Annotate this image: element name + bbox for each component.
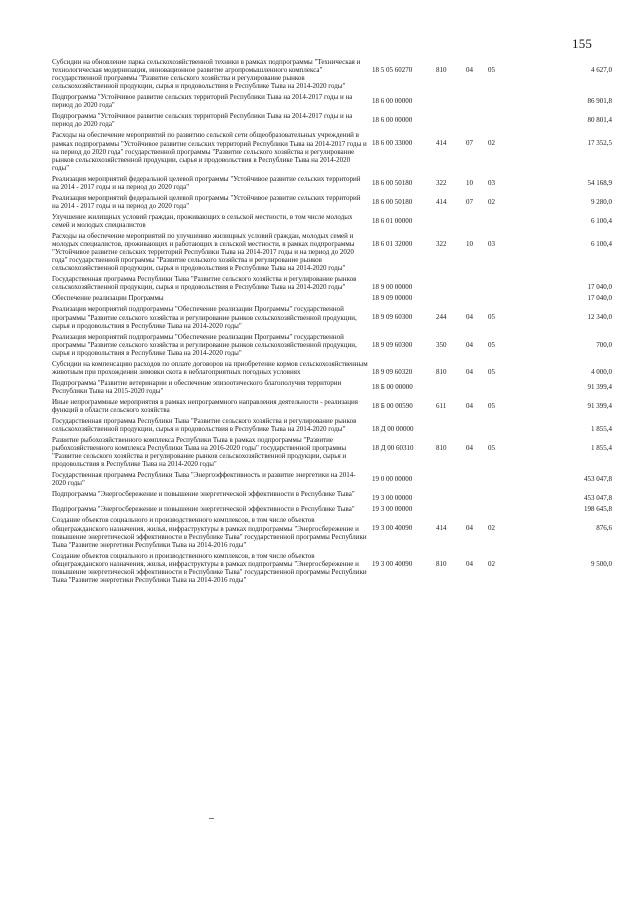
amount-cell: 6 100,4 <box>591 216 612 225</box>
target-article-code-cell: 18 9 00 00000 <box>372 283 413 292</box>
table-row <box>52 294 612 302</box>
subsection-code-cell: 03 <box>488 240 495 249</box>
section-code-cell <box>466 471 488 475</box>
expense-name-cell: Государственная программа Республики Тыва "Развитие сельского хозяйства и регулирование рынков сельскохозяйственной продукции, сырья и продовольствия в Республике Тыва на 2014-2020 годы" <box>52 417 357 434</box>
table-row <box>52 436 612 468</box>
target-article-code-cell: 18 6 00 50180 <box>372 197 413 206</box>
budget-table <box>52 58 612 587</box>
subsection-code-cell: 02 <box>488 559 495 568</box>
target-article-code-cell: 18 6 00 50180 <box>372 178 413 187</box>
section-code-cell <box>466 275 488 283</box>
subsection-code-cell <box>488 471 518 475</box>
table-row <box>52 175 612 191</box>
target-article-code-cell: 19 3 00 40090 <box>372 524 413 533</box>
table-row <box>52 360 612 376</box>
subsection-code-cell: 05 <box>488 340 495 349</box>
target-article-code-cell: 18 6 00 00000 <box>372 116 413 125</box>
subsection-code-cell: 02 <box>488 524 495 533</box>
target-article-code-cell: 18 Д 00 00000 <box>372 425 414 434</box>
expense-name-cell: Расходы на обеспечение мероприятий по развитию сельской сети общеобразовательных учреждений в рамках подпрограммы "Устойчивое развитие сельских территорий Республики Тыва на 2014-2017 годы и на период до 2020 года" государственной программы "Развитие сельского хозяйства и регулирование рынков сельскохозяйственной продукции, сырья и продовольствия в Республике Тыва на 2014-2020 годы" <box>52 131 367 172</box>
table-row <box>52 333 612 357</box>
expense-name-cell: Иные непрограммные мероприятия в рамках непрограммного направления деятельности - реализация функций в области сельского хозяйства <box>52 397 358 415</box>
target-article-code-cell: 18 9 09 60300 <box>372 313 413 322</box>
target-article-code-cell: 18 9 09 60300 <box>372 340 413 349</box>
table-row <box>52 417 612 433</box>
amount-cell: 91 399,4 <box>587 382 612 391</box>
expense-name-cell: Субсидии на обновление парка сельскохозяйственной техники в рамках подпрограммы "Техническая и технологическая модернизация, инновационное развитие агропромышленного комплекса" государственной программы "Развитие сельского хозяйства и регулирование рынков сельскохозяйственной продукции, сырья и продовольствия в Республике Тыва на 2014-2020 годы" <box>52 58 361 91</box>
expense-name-cell: Развитие рыбохозяйственного комплекса Республики Тыва в рамках подпрограммы "Развитие рыбохозяйственного комплекса Республики Тыва на 2016-2020 годы" государственной программы "Развитие сельского хозяйства и регулирование рынков сельскохозяйственной продукции, сырья и продовольствия в Республике Тыва на 2014-2020 годы" <box>52 436 347 469</box>
expense-type-code-cell <box>436 275 466 283</box>
page-number: 155 <box>572 36 593 51</box>
expense-type-code-cell: 244 <box>436 313 447 322</box>
expense-type-code-cell: 414 <box>436 139 447 148</box>
expense-name-cell: Государственная программа Республики Тыва "Развитие сельского хозяйства и регулирование рынков сельскохозяйственной продукции, сырья и продовольствия в Республике Тыва на 2014-2020 годы" <box>52 275 357 292</box>
table-row <box>52 194 612 210</box>
section-code-cell <box>466 112 488 116</box>
expense-name-cell: Реализация мероприятий подпрограммы "Обеспечение реализации Программы" государственной программы "Развитие сельского хозяйства и регулирование рынков сельскохозяйственной продукции, сырья и продовольствия в Республике Тыва на 2014-2020 годы" <box>52 305 357 330</box>
table-row <box>52 93 612 109</box>
expense-type-code-cell: 810 <box>436 66 447 74</box>
amount-cell: 453 047,8 <box>584 494 612 503</box>
expense-type-code-cell: 810 <box>436 559 447 568</box>
expense-name-cell: Реализация мероприятий федеральной целевой программы "Устойчивое развитие сельских территорий на 2014 - 2017 годы и на период до 2020 года" <box>52 174 361 191</box>
expense-name-cell: Подпрограмма "Устойчивое развитие сельских территорий Республики Тыва на 2014-2017 годы и на период до 2020 года" <box>52 112 353 129</box>
table-row <box>52 490 612 502</box>
amount-cell: 700,0 <box>596 340 612 349</box>
amount-cell: 876,6 <box>596 524 612 533</box>
amount-cell: 17 352,5 <box>587 139 612 148</box>
subsection-code-cell: 02 <box>488 197 495 206</box>
expense-type-code-cell: 322 <box>436 178 447 187</box>
amount-cell: 54 168,9 <box>587 178 612 187</box>
target-article-code-cell: 18 Д 00 60310 <box>372 444 414 453</box>
amount-cell: 12 340,0 <box>587 313 612 322</box>
expense-type-code-cell <box>436 112 466 116</box>
target-article-code-cell: 18 9 09 60320 <box>372 367 413 376</box>
expense-name-cell: Реализация мероприятий подпрограммы "Обеспечение реализации Программы" государственной программы "Развитие сельского хозяйства и регулирование рынков сельскохозяйственной продукции, сырья и продовольствия в Республике Тыва на 2014-2020 годы" <box>52 332 357 357</box>
section-code-cell: 04 <box>466 367 473 376</box>
expense-name-cell: Подпрограмма "Энергосбережение и повышение энергетической эффективности в Республике Тыва" <box>52 490 355 499</box>
section-code-cell <box>466 213 488 217</box>
expense-type-code-cell: 322 <box>436 240 447 249</box>
target-article-code-cell: 18 Б 00 00590 <box>372 401 413 410</box>
table-row <box>52 213 612 229</box>
expense-type-code-cell: 414 <box>436 197 447 206</box>
subsection-code-cell: 03 <box>488 178 495 187</box>
expense-name-cell: Обеспечение реализации Программы <box>52 294 164 303</box>
amount-cell: 80 801,4 <box>587 116 612 125</box>
section-code-cell <box>466 93 488 97</box>
target-article-code-cell: 19 3 00 40090 <box>372 559 413 568</box>
table-row <box>52 131 612 171</box>
subsection-code-cell: 05 <box>488 313 495 322</box>
expense-name-cell: Создание объектов социального и производственного комплексов, в том числе объектов общегражданского назначения, жилья, инфраструктуры в рамках подпрограммы "Энергосбережение и повышение энергетической эффективности в Республике Тыва" государственной программы Республики Тыва "Развитие энергетики Республики Тыва на 2014-2016 годы" <box>52 551 367 584</box>
section-code-cell: 04 <box>466 66 473 74</box>
subsection-code-cell: 05 <box>488 444 495 453</box>
amount-cell: 9 500,0 <box>591 559 612 568</box>
expense-type-code-cell: 810 <box>436 444 447 453</box>
subsection-code-cell <box>488 490 518 494</box>
section-code-cell: 04 <box>466 401 473 410</box>
expense-name-cell: Подпрограмма "Устойчивое развитие сельских территорий Республики Тыва на 2014-2017 годы и на период до 2020 года" <box>52 93 353 110</box>
subsection-code-cell <box>488 213 518 217</box>
expense-type-code-cell <box>436 213 466 217</box>
amount-cell: 198 645,8 <box>584 505 612 514</box>
table-row <box>52 398 612 414</box>
target-article-code-cell: 19 0 00 00000 <box>372 475 413 484</box>
expense-type-code-cell: 350 <box>436 340 447 349</box>
expense-name-cell: Улучшение жилищных условий граждан, проживающих в сельской местности, в том числе молодых семей и молодых специалистов <box>52 212 353 230</box>
target-article-code-cell: 18 5 05 60270 <box>372 66 413 74</box>
subsection-code-cell <box>488 379 518 383</box>
amount-cell: 86 901,8 <box>587 97 612 106</box>
table-row <box>52 112 612 128</box>
amount-cell: 4 627,0 <box>591 66 612 74</box>
section-code-cell: 04 <box>466 340 473 349</box>
expense-type-code-cell: 414 <box>436 524 447 533</box>
expense-type-code-cell <box>436 93 466 97</box>
target-article-code-cell: 18 6 00 33000 <box>372 139 413 148</box>
section-code-cell: 04 <box>466 444 473 453</box>
target-article-code-cell: 19 3 00 00000 <box>372 494 413 503</box>
target-article-code-cell: 19 3 00 00000 <box>372 505 413 514</box>
section-code-cell <box>466 490 488 494</box>
table-row <box>52 275 612 291</box>
subsection-code-cell <box>488 112 518 116</box>
subsection-code-cell: 05 <box>488 66 495 74</box>
expense-type-code-cell: 611 <box>436 401 447 410</box>
expense-type-code-cell <box>436 417 466 425</box>
table-row <box>52 232 612 272</box>
table-row <box>52 58 612 90</box>
amount-cell: 17 040,0 <box>587 294 612 303</box>
table-row <box>52 379 612 395</box>
expense-type-code-cell: 810 <box>436 367 447 376</box>
amount-cell: 9 280,0 <box>591 197 612 206</box>
table-row <box>52 552 612 584</box>
expense-type-code-cell <box>436 490 466 494</box>
section-code-cell: 04 <box>466 559 473 568</box>
expense-name-cell: Расходы на обеспечение мероприятий по улучшению жилищных условий граждан, молодых семей и молодых специалистов, проживающих и работающих в сельской местности, в рамках подпрограммы "Устойчивое развитие сельских территорий Республики Тыва на 2014-2017 годы и на период до 2020 года" государственной программы "Развитие сельского хозяйства и регулирование рынков сельскохозяйственной продукции, сырья и продовольствия в Республике Тыва на 2014-2020 годы" <box>52 232 355 273</box>
subsection-code-cell: 02 <box>488 139 495 148</box>
expense-name-cell: Создание объектов социального и производственного комплексов, в том числе объектов общегражданского назначения, жилья, инфраструктуры в рамках подпрограммы "Энергосбережение и повышение энергетической эффективности в Республике Тыва" государственной программы Республики Тыва "Развитие энергетики Республики Тыва на 2014-2016 годы" <box>52 516 367 549</box>
amount-cell: 17 040,0 <box>587 283 612 292</box>
table-row <box>52 305 612 329</box>
amount-cell: 1 855,4 <box>591 425 612 434</box>
expense-name-cell: Подпрограмма "Развитие ветеринарии и обеспечение эпизоотического благополучия территории Республики Тыва на 2015-2020 годы" <box>52 378 342 395</box>
section-code-cell: 07 <box>466 139 473 148</box>
table-row <box>52 471 612 487</box>
amount-cell: 4 000,0 <box>591 367 612 376</box>
expense-type-code-cell <box>436 471 466 475</box>
table-row <box>52 516 612 548</box>
section-code-cell: 04 <box>466 524 473 533</box>
expense-type-code-cell <box>436 379 466 383</box>
section-code-cell: 04 <box>466 313 473 322</box>
subsection-code-cell <box>488 417 518 425</box>
subsection-code-cell: 05 <box>488 401 495 410</box>
subsection-code-cell <box>488 93 518 97</box>
subsection-code-cell <box>488 275 518 283</box>
amount-cell: 6 100,4 <box>591 240 612 249</box>
subsection-code-cell: 05 <box>488 367 495 376</box>
target-article-code-cell: 18 6 01 32000 <box>372 240 413 249</box>
target-article-code-cell: 18 6 00 00000 <box>372 97 413 106</box>
expense-name-cell: Государственная программа Республики Тыва "Энергоэффективность и развитие энергетики на 2014-2020 годы" <box>52 471 356 488</box>
table-row <box>52 505 612 513</box>
amount-cell: 453 047,8 <box>584 475 612 484</box>
expense-name-cell: Субсидии на компенсацию расходов по оплате договоров на приобретение кормов сельскохозяйственным животным при прохождении зимовки скота в неблагоприятных погодных условиях <box>52 359 368 376</box>
target-article-code-cell: 18 6 01 00000 <box>372 216 413 225</box>
section-code-cell <box>466 417 488 425</box>
amount-cell: 1 855,4 <box>591 444 612 453</box>
target-article-code-cell: 18 Б 00 00000 <box>372 382 413 391</box>
expense-name-cell: Реализация мероприятий федеральной целевой программы "Устойчивое развитие сельских территорий на 2014 - 2017 годы и на период до 2020 года" <box>52 193 361 210</box>
target-article-code-cell: 18 9 09 00000 <box>372 294 413 303</box>
expense-name-cell: Подпрограмма "Энергосбережение и повышение энергетической эффективности в Республике Тыва" <box>52 505 355 514</box>
section-code-cell: 07 <box>466 197 473 206</box>
scan-mark <box>209 818 214 819</box>
section-code-cell <box>466 379 488 383</box>
section-code-cell: 10 <box>466 240 473 249</box>
section-code-cell: 10 <box>466 178 473 187</box>
amount-cell: 91 399,4 <box>587 401 612 410</box>
